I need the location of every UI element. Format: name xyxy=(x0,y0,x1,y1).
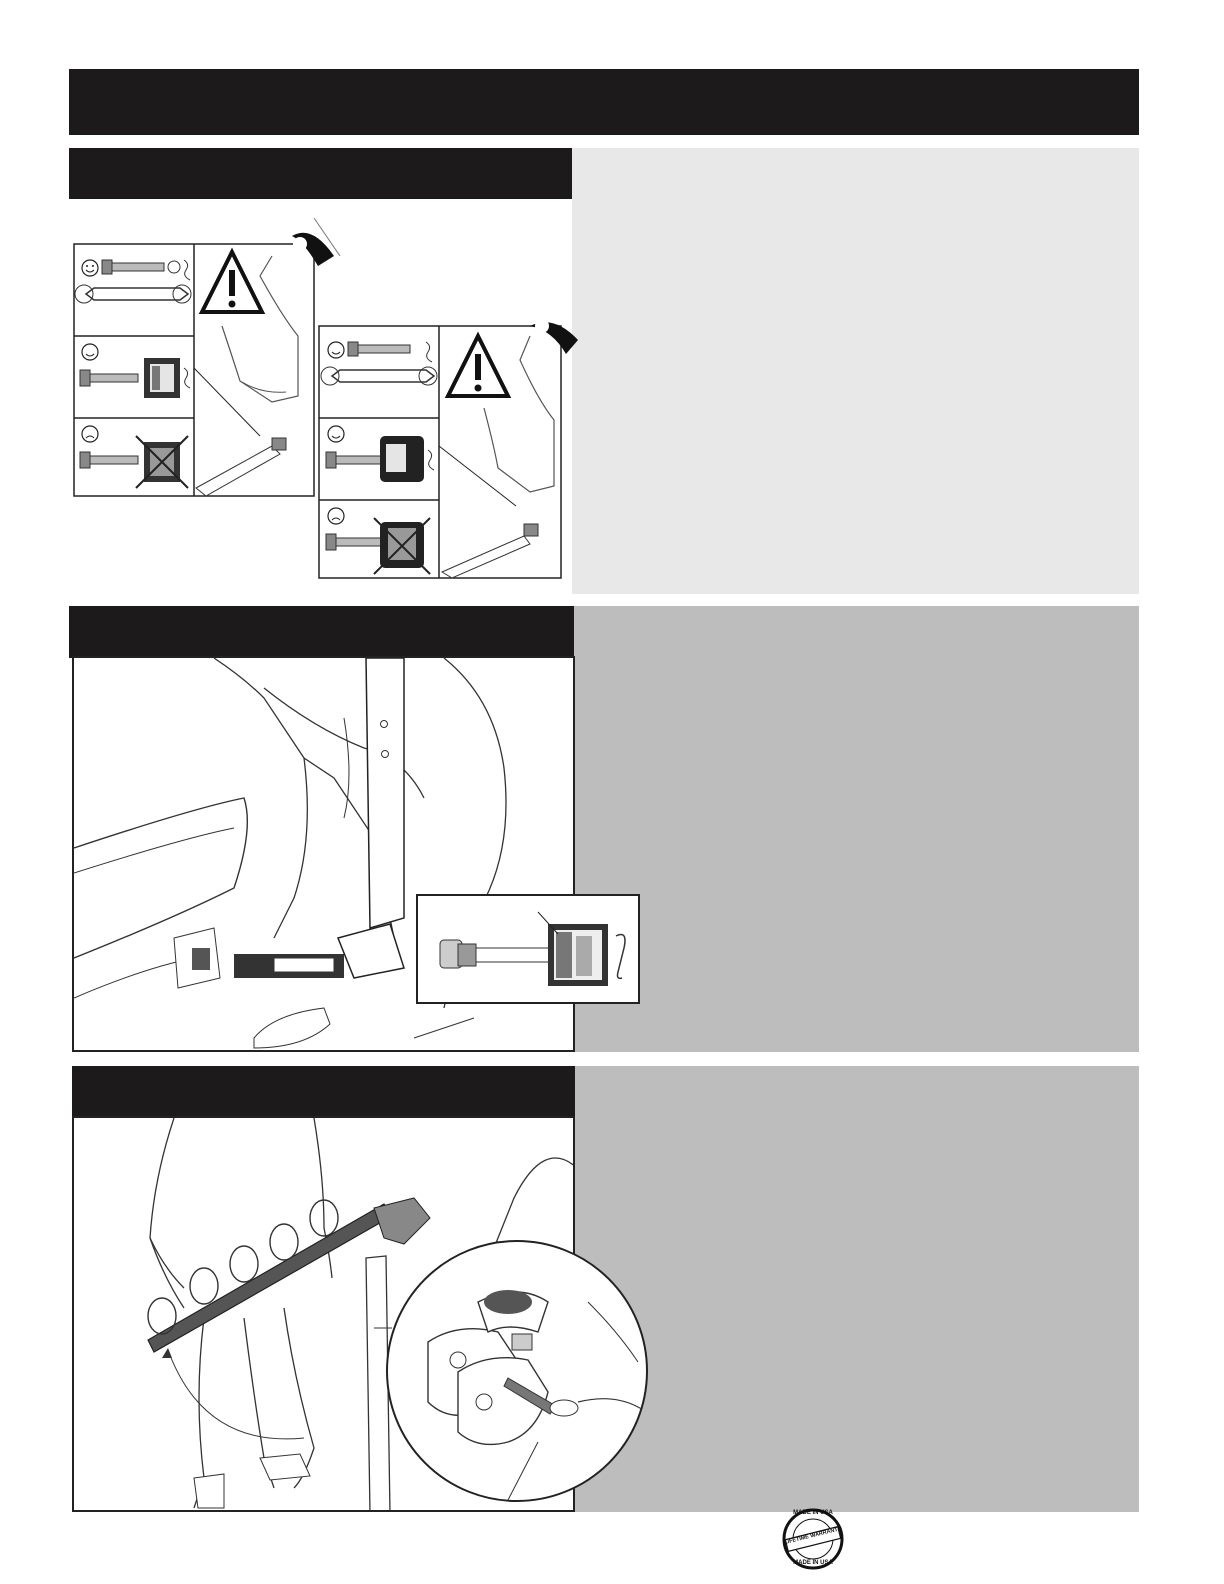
step-2-hitch-pin-callout xyxy=(416,894,640,1004)
receiver-icon xyxy=(144,358,180,398)
step-1-header-bar xyxy=(69,148,572,199)
cotter-pin-icon xyxy=(616,935,625,979)
step-2-instructions-panel xyxy=(574,606,1139,1052)
hitch-pin-icon xyxy=(440,940,554,968)
badge-center-text: LIFETIME WARRANTY xyxy=(783,1526,843,1546)
step-2-header-bar xyxy=(69,606,574,658)
step-1-instructions-panel xyxy=(572,148,1139,594)
badge-top-text: MADE IN USA xyxy=(793,1510,833,1516)
page-title-bar xyxy=(69,69,1139,135)
step-1-illustration-b xyxy=(316,296,586,580)
step-3-header-bar xyxy=(72,1066,575,1118)
made-in-usa-badge xyxy=(780,1506,846,1572)
step-3-instructions-panel xyxy=(575,1066,1139,1512)
step-3-detail-callout xyxy=(386,1240,648,1502)
badge-bottom-text: MADE IN USA xyxy=(793,1560,833,1566)
